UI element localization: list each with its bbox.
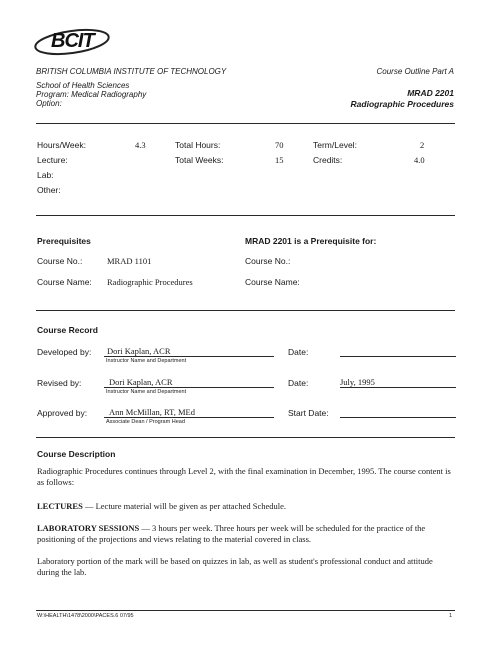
developed-label: Developed by: (37, 347, 92, 357)
page-number: 1 (449, 613, 453, 619)
revised-date-line (340, 387, 456, 388)
divider (36, 310, 455, 311)
revised-label: Revised by: (37, 378, 82, 388)
developed-name: Dori Kaplan, ACR (107, 346, 171, 356)
revised-name: Dori Kaplan, ACR (109, 377, 173, 387)
start-date-label: Start Date: (288, 408, 329, 418)
prereq-course-name-value: Radiographic Procedures (107, 277, 193, 287)
developed-line (104, 356, 274, 357)
lectures-text: — Lecture material will be given as per attached Schedule. (82, 501, 287, 511)
prereq-course-no-value: MRAD 1101 (107, 256, 152, 266)
revised-sub: Instructor Name and Department (106, 389, 187, 395)
other-label: Other: (37, 185, 61, 195)
lab-paragraph (37, 523, 457, 545)
revised-line (104, 387, 274, 388)
bcit-logo (32, 22, 112, 62)
lecture-label: Lecture: (37, 155, 68, 165)
program-name: Program: Medical Radiography (36, 90, 147, 99)
credits-value: 4.0 (414, 155, 425, 165)
total-hours-value: 70 (275, 140, 284, 150)
record-heading: Course Record (37, 325, 98, 335)
developed-date-label: Date: (288, 347, 309, 357)
for-course-name-label: Course Name: (245, 277, 300, 287)
total-hours-label: Total Hours: (175, 140, 221, 150)
term-value: 2 (420, 140, 425, 150)
footer-divider (36, 610, 455, 611)
is-prereq-heading: MRAD 2201 is a Prerequisite for: (245, 236, 377, 246)
developed-sub: Instructor Name and Department (106, 358, 187, 364)
credits-label: Credits: (313, 155, 343, 165)
divider (36, 123, 455, 124)
revised-date-label: Date: (288, 378, 309, 388)
approved-sub: Associate Dean / Program Head (106, 419, 185, 425)
start-date-line (340, 417, 456, 418)
prereq-course-name-label: Course Name: (37, 277, 92, 287)
lab-portion-paragraph: Laboratory portion of the mark will be based on quizzes in lab, as well as student's professional conduct and attitude during the lab. (37, 556, 433, 577)
prereq-heading: Prerequisites (37, 236, 91, 246)
developed-date-line (340, 356, 456, 357)
revised-date-value: July, 1995 (340, 377, 375, 387)
hours-week-label: Hours/Week: (37, 140, 86, 150)
term-label: Term/Level: (313, 140, 357, 150)
divider (36, 437, 455, 438)
for-course-no-label: Course No.: (245, 256, 291, 266)
footer-path: W:\HEALTH\1478\2000\PACES.6 07/95 (37, 613, 134, 619)
divider (36, 215, 455, 216)
lectures-label: LECTURES (37, 501, 83, 511)
outline-part: Course Outline Part A (376, 67, 454, 76)
description-heading: Course Description (37, 449, 116, 459)
approved-label: Approved by: (37, 408, 88, 418)
course-code: MRAD 2201 (407, 88, 454, 98)
approved-line (104, 417, 274, 418)
total-weeks-value: 15 (275, 155, 284, 165)
prereq-course-no-label: Course No.: (37, 256, 83, 266)
approved-name: Ann McMillan, RT, MEd (109, 407, 195, 417)
hours-week-value: 4.3 (135, 140, 146, 150)
lab-label: Lab: (37, 170, 54, 180)
school-name: School of Health Sciences (36, 81, 130, 90)
logo-text: BCIT (51, 30, 94, 52)
description-intro: Radiographic Procedures continues through Level 2, with the final examination in December, 1995. The course content is as follows: (37, 466, 451, 487)
institute-name: BRITISH COLUMBIA INSTITUTE OF TECHNOLOGY (36, 67, 227, 76)
lab-sessions-label: LABORATORY SESSIONS (37, 523, 140, 533)
lectures-paragraph (37, 501, 457, 512)
lab-sessions-text: — 3 hours per week. Three hours per week will be scheduled for the practice of the positioning of the projections and views relating to the material covered in class. (37, 523, 426, 544)
option-label: Option: (36, 99, 62, 108)
total-weeks-label: Total Weeks: (175, 155, 224, 165)
course-title: Radiographic Procedures (350, 99, 454, 109)
